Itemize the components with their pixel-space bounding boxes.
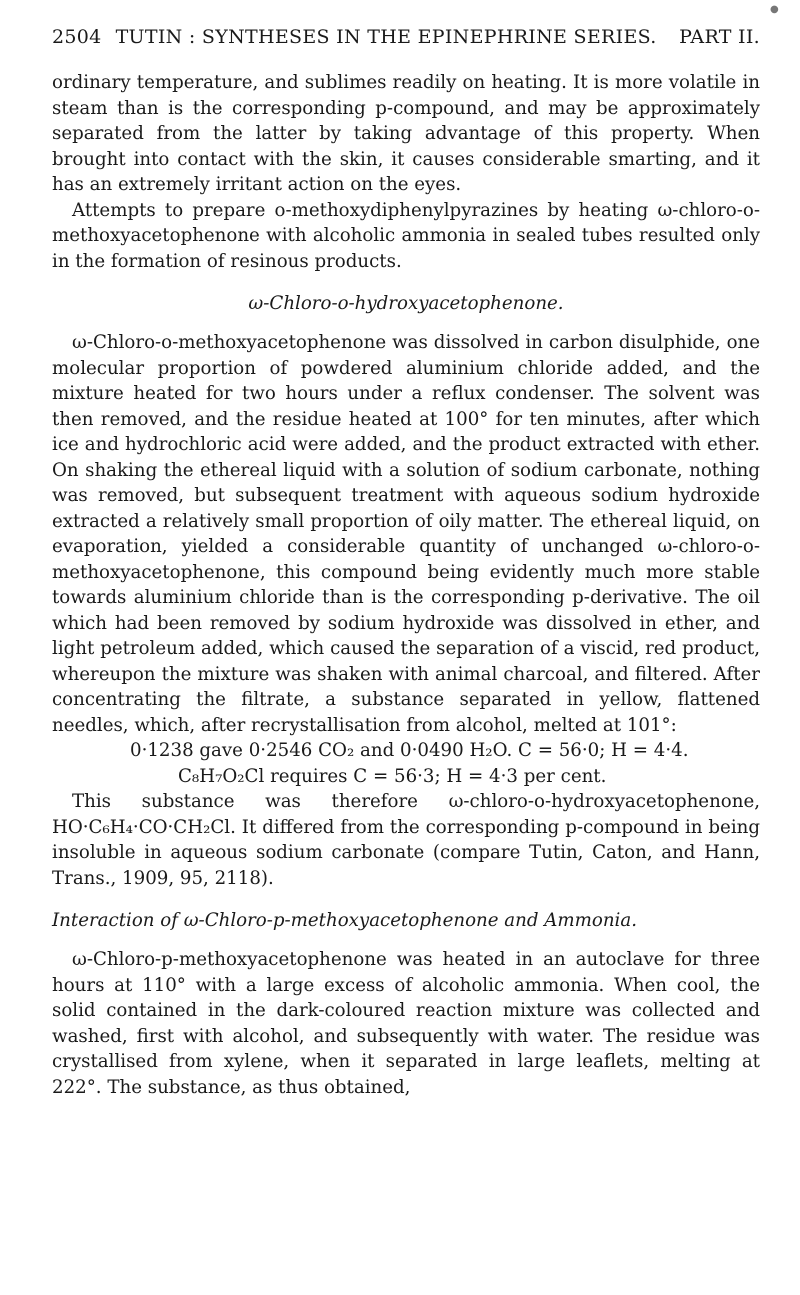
analysis-found: 0·1238 gave 0·2546 CO₂ and 0·0490 H₂O. C = 56·0; H = 4·4. xyxy=(130,740,689,761)
part-label: PART II. xyxy=(679,26,760,48)
paragraph-ammonia: ω-Chloro-p-methoxyacetophenone was heated in an autoclave for three hours at 110° with a large excess of alcoholic ammonia. When cool, the solid contained in the dark-coloured reaction mixture was collected and washed, first with alcohol, and subsequently with water. The residue was crystallised from xylene, when it separated in large leaflets, melting at 222°. The substance, as thus obtained, xyxy=(52,949,760,1098)
paragraph-conclusion: This substance was therefore ω-chloro-o-hydroxyacetophenone, HO·C₆H₄·CO·CH₂Cl. It differed from the corresponding p-compound in being insoluble in aqueous sodium carbonate (compare Tutin, Caton, and Hann, Trans., 1909, 95, 2118). xyxy=(52,791,760,889)
paragraph-preparation: ω-Chloro-o-methoxyacetophenone was dissolved in carbon disulphide, one molecular proportion of powdered aluminium chloride added, and the mixture heated for two hours under a reflux condenser. The solvent was then removed, and the residue heated at 100° for ten minutes, after which ice and hydrochloric acid were added, and the product extracted with ether. On shaking the ethereal liquid with a solution of sodium carbonate, nothing was removed, but subsequent treatment with aqueous sodium hydroxide extracted a relatively small proportion of oily matter. The ethereal liquid, on evaporation, yielded a considerable quantity of unchanged ω-chloro-o-methoxyacetophenone, this compound being evidently much more stable towards aluminium chloride than is the corresponding p-derivative. The oil which had been removed by sodium hydroxide was dissolved in ether, and light petroleum added, which caused the separation of a viscid, red product, whereupon the mixture was shaken with animal charcoal, and filtered. After concentrating the filtrate, a substance separated in yellow, flattened needles, which, after recrystallisation from alcohol, melted at 101°: xyxy=(52,332,760,736)
analysis-required: C₈H₇O₂Cl requires C = 56·3; H = 4·3 per cent. xyxy=(178,765,607,787)
running-title: TUTIN : SYNTHESES IN THE EPINEPHRINE SERIES. xyxy=(115,26,657,48)
section-heading-ammonia: Interaction of ω-Chloro-p-methoxyacetophenone and Ammonia. xyxy=(52,910,637,931)
page-number: 2504 xyxy=(52,26,102,48)
section-heading-hydroxyacetophenone: ω-Chloro-o-hydroxyacetophenone. xyxy=(248,293,564,314)
paragraph-pyrazines: Attempts to prepare o-methoxydiphenylpyrazines by heating ω-chloro-o-methoxyacetophenone with alcoholic ammonia in sealed tubes resulted only in the formation of resinous products. xyxy=(52,199,760,272)
running-header xyxy=(52,26,760,48)
corner-mark: ● xyxy=(770,4,779,15)
paragraph-continuation: ordinary temperature, and sublimes readily on heating. It is more volatile in steam than is the corresponding p-compound, and may be approximately separated from the latter by taking advantage of this property. When brought into contact with the skin, it causes considerable smarting, and it has an extremely irritant action on the eyes. xyxy=(52,72,760,195)
